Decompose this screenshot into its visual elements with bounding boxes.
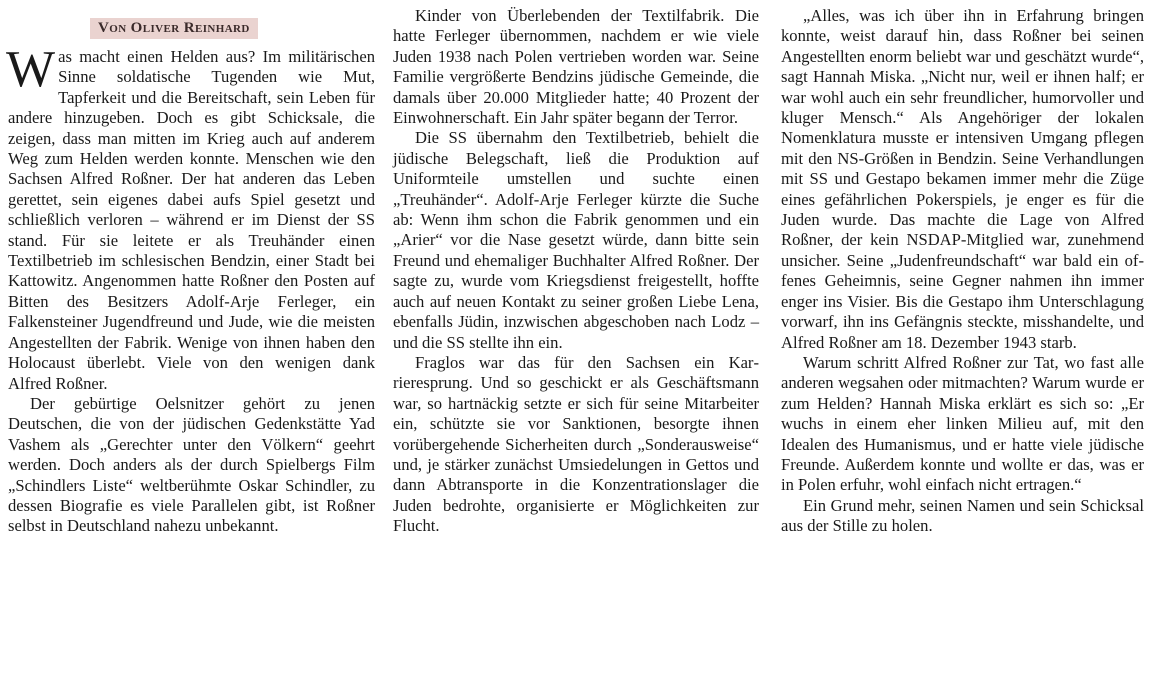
paragraph: Fraglos war das für den Sachsen ein Karrieresprung. Und so geschickt er als Geschäftsmann war, so hartnäckig setzte er sich für seine Mitarbeiter ein, schützte sie vor Sanktionen, besorgte ihnen vorübergehende Sicherheiten durch „Sonderausweise“ und, je stärker zunächst Umsiedelungen in Gettos und dann Abtransporte in die Konzentrationslager die Juden bedrohte, organisierte er Möglichkeiten zur Flucht. (393, 352, 759, 536)
byline: Von Oliver Reinhard (90, 18, 258, 39)
paragraph: Der gebürtige Oelsnitzer gehört zu jenen Deutschen, die von der jüdischen Gedenkstätte Yad Vashem als „Gerechter unter den Völkern“ geehrt werden. Doch anders als der durch Spielbergs Film „Schindlers Liste“ weltberühmte Oskar Schindler, zu dessen Biografie es viele Parallelen gibt, ist Roßner selbst in Deutschland nahezu unbekannt. (8, 393, 375, 536)
closing-paragraph: Ein Grund mehr, seinen Namen und sein Schicksal aus der Stille zu holen. (781, 495, 1144, 536)
column-2 (393, 6, 759, 537)
paragraph: Warum schritt Alfred Roßner zur Tat, wo fast alle anderen wegsahen oder mitmachten? Warum wurde er zum Helden? Hannah Miska erklärt es sich so: „Er wuchs in einem eher linken Milieu auf, mit den Idealen des Humanismus, und er hatte viele jüdische Freunde. Außerdem konnte und wollte er das, was er in Polen erfuhr, wohl einfach nicht ertragen.“ (781, 352, 1144, 495)
paragraph: „Alles, was ich über ihn in Erfahrung bringen konnte, weist darauf hin, dass Roßner bei seinen Angestellten enorm beliebt war und geschätzt wurde“, sagt Hannah Miska. „Nicht nur, weil er ihnen half; er war wohl auch ein sehr freundlicher, humorvoller und kluger Mensch.“ Als Angehöriger der lokalen Nomenklatura musste er intensiven Umgang pflegen mit den NS-Größen in Bendzin. Seine Verhandlungen mit SS und Gestapo bekamen immer mehr die Züge eines gefährlichen Pokerspiels, je enger es für die Juden wurde. Das machte die Lage von Alfred Roßner, der kein NSDAP-Mitglied war, zunehmend unsicher. Seine „Judenfreundschaft“ war bald ein offenes Geheimnis, seine Gegner nahmen ihn immer enger ins Visier. Bis die Gestapo ihm Unterschlagung vorwarf, ihn ins Gefängnis steckte, misshandelte, und Alfred Roßner am 18. Dezember 1943 starb. (781, 6, 1144, 352)
paragraph: Kinder von Überlebenden der Textilfabrik. Die hatte Ferleger übernommen, nachdem er wie viele Juden 1938 nach Polen vertrieben worden war. Seine Familie vergrößerte Bendzins jüdische Gemeinde, die damals über 20.000 Mitglieder hatte; 40 Prozent der Einwohnerschaft. Ein Jahr später begann der Terror. (393, 6, 759, 128)
column-3 (781, 6, 1144, 537)
lead-paragraph (6, 41, 375, 394)
lead-paragraph-text: as macht einen Helden aus? Im militärischen Sinne soldatische Tugenden wie Mut, Tapferkeit und die Bereitschaft, sein Leben für andere hinzugeben. Doch es gibt Schicksale, die zeigen, dass man mitten im Krieg auch auf anderem Weg zum Helden werden konnte. Menschen wie den Sachsen Alfred Roßner. Der hat anderen das Leben gerettet, sein eigenes dabei aufs Spiel gesetzt und schließlich verloren – während er im Dienst der SS stand. Für sie leitete er als Treuhänder einen Textilbetrieb im schlesischen Bendzin, einer Stadt bei Kattowitz. Angenommen hatte Roßner den Posten auf Bitten des Besitzers Adolf-Arje Ferleger, ein Falkensteiner Jugendfreund und Jude, wie die meisten Angestellten der Fabrik. Wenige von ihnen haben den Holocaust überlebt. Viele von den wenigen dank Alfred Roßner. (8, 47, 375, 393)
paragraph: Die SS übernahm den Textilbetrieb, behielt die jüdische Belegschaft, ließ die Produktion auf Uniformteile umstellen und suchte einen „Treuhänder“. Adolf-Arje Ferleger kürzte die Suche ab: Wenn ihm schon die Fabrik genommen und ein „Arier“ vor die Nase gesetzt würde, dann bitte sein Freund und ehemaliger Buchhalter Alfred Roßner. Der sagte zu, wurde vom Kriegsdienst freigestellt, hoffte auch auf neuen Kontakt zu seiner großen Liebe Lena, ebenfalls Jüdin, inzwischen abgeschoben nach Lodz – und die SS stellte ihn ein. (393, 128, 759, 352)
drop-cap: W (6, 41, 56, 98)
column-1 (8, 6, 375, 537)
